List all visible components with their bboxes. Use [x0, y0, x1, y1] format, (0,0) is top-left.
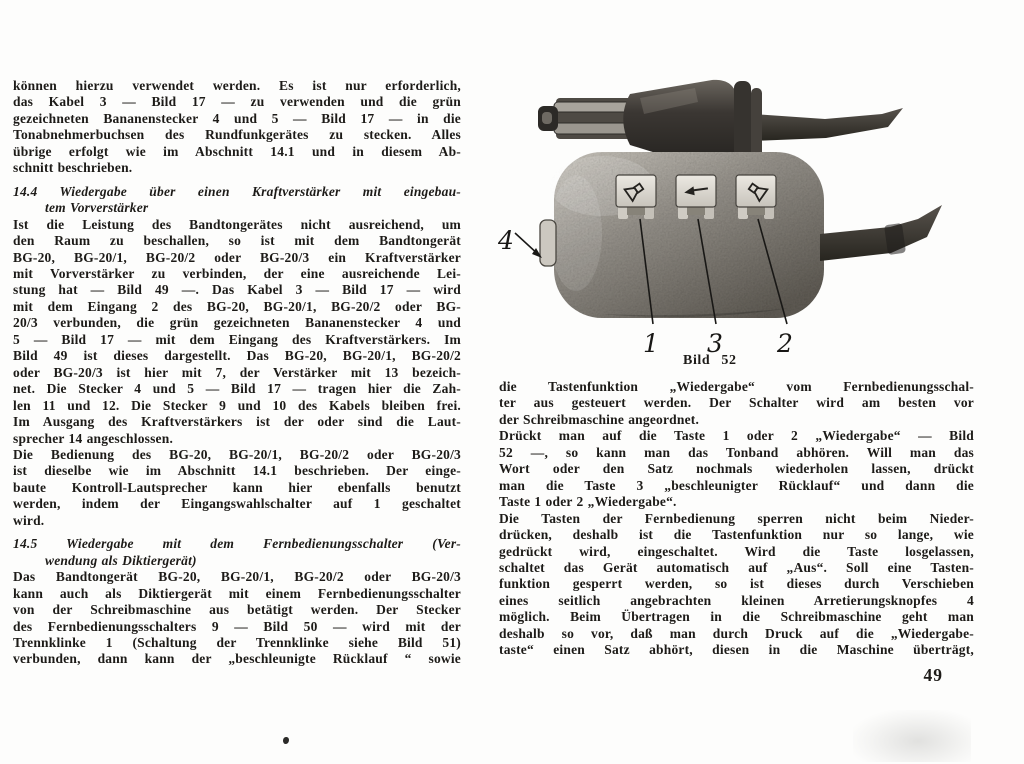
plug-prong — [554, 102, 632, 112]
lock-knob — [540, 220, 556, 266]
figure-remote-control — [490, 68, 1010, 368]
paragraph-tasten-sperren — [499, 511, 974, 659]
text-line: BG-20, BG-20/1, BG-20/2 oder BG-20/3 ein Kraftverstärker — [13, 249, 461, 265]
text-line: oder BG-20/3 ist hier mit 7, der Verstärker mit 13 bezeich- — [13, 364, 461, 380]
text-line: den Raum zu beschallen, so ist mit dem Bandtongerät — [13, 233, 461, 249]
text-line: wendung als Diktiergerät) — [45, 552, 197, 568]
paragraph-14-4-b — [13, 447, 461, 529]
body-cable — [820, 205, 942, 261]
paragraph-14-4-a — [13, 217, 461, 447]
figure-label-2: 2 — [777, 329, 793, 358]
ink-spot — [283, 737, 289, 744]
page-number: 49 — [923, 665, 943, 685]
text-line: schaltet das Gerät automatisch auf „Aus“. Soll eine Tasten- — [499, 559, 974, 575]
text-line: möglich. Beim Übertragen in die Schreibmaschine geht man — [499, 609, 974, 625]
text-line: 14.4 Wiedergabe über einen Kraftverstärker mit eingebau- — [13, 183, 461, 199]
text-line: Die Tasten der Fernbedienung sperren nicht beim Nieder- — [499, 510, 974, 526]
text-line: Trennklinke 1 (Schaltung der Trennklinke siehe Bild 51) — [13, 634, 461, 650]
text-line: taste“ einen Satz abhört, diesen in die Maschine überträgt, — [499, 642, 974, 658]
text-line: Drückt man auf die Taste 1 oder 2 „Wiedergabe“ — Bild — [499, 428, 974, 444]
text-line: das Kabel 3 — Bild 17 — zu verwenden und die grün — [13, 94, 461, 110]
paragraph-tastenfunktion — [499, 379, 974, 428]
paragraph-intro — [13, 78, 461, 177]
key-1-play — [616, 175, 656, 219]
text-line: Tonabnehmerbuchsen des Rundfunkgerätes zu stecken. Alles — [13, 127, 461, 143]
text-line: mit Vorverstärker zu verbinden, der eine ausreichende Lei- — [13, 265, 461, 281]
plug-cable — [752, 108, 903, 141]
text-line: 5 — Bild 17 — mit dem Eingang des Kraftverstärkers. Im — [13, 331, 461, 347]
section-heading-14-4 — [13, 184, 461, 217]
key-2-play — [736, 175, 776, 219]
text-line: von der Schreibmaschine aus betätigt werden. Der Stecker — [13, 602, 461, 618]
text-line: drücken, deshalb ist die Tastenfunktion nur so lange, wie — [499, 527, 974, 543]
figure-label-3: 3 — [707, 329, 723, 358]
text-line: gezeichneten Bananenstecker 4 und 5 — Bild 17 — in die — [13, 110, 461, 126]
left-column — [13, 78, 461, 668]
section-heading-14-5 — [13, 536, 461, 569]
text-line: kann auch als Diktiergerät mit einem Fernbedienungsschalter — [13, 585, 461, 601]
key-3-rewind — [676, 175, 716, 219]
text-line: Ist die Leistung des Bandtongerätes nicht ausreichend, um — [13, 216, 461, 232]
text-line: ter aus gesteuert werden. Der Schalter wird am besten vor — [499, 395, 974, 411]
paragraph-taste-druecken — [499, 428, 974, 510]
text-line: funktion gesperrt werden, so ist dieses durch Verschieben — [499, 576, 974, 592]
text-line: ist dieselbe wie im Abschnitt 14.1 beschrieben. Der einge- — [13, 463, 461, 479]
text-line: übrige erfolgt wie im Abschnitt 14.1 und in diesem Ab- — [13, 143, 461, 159]
text-line: tem Vorverstärker — [45, 200, 149, 216]
figure-label-1: 1 — [643, 329, 659, 358]
text-line: Im Ausgang des Kraftverstärkers ist der oder sind die Laut- — [13, 414, 461, 430]
scan-smudge — [853, 710, 971, 762]
text-line: Wort oder den Satz nochmals wiederholen lassen, drückt — [499, 461, 974, 477]
text-line: schnitt beschrieben. — [13, 160, 133, 176]
text-line: deshalb so vor, daß man durch Druck auf die „Wiedergabe- — [499, 625, 974, 641]
text-line: Die Bedienung des BG-20, BG-20/1, BG-20/2 oder BG-20/3 — [13, 446, 461, 462]
plug-prong — [554, 123, 632, 134]
text-line: net. Die Stecker 4 und 5 — Bild 17 — tragen hier die Zah- — [13, 381, 461, 397]
text-line: man die Taste 3 „beschleunigter Rücklauf“ und dann die — [499, 477, 974, 493]
figure-caption: Bild 52 — [683, 353, 737, 368]
text-line: sprecher 14 angeschlossen. — [13, 430, 174, 446]
text-line: 20/3 verbunden, die grün gezeichneten Bananenstecker 4 und — [13, 315, 461, 331]
text-line: 14.5 Wiedergabe mit dem Fernbedienungsschalter (Ver- — [13, 536, 461, 552]
text-line: wird. — [13, 512, 45, 528]
text-line: der Schreibmaschine angeordnet. — [499, 411, 700, 427]
text-line: die Tastenfunktion „Wiedergabe“ vom Fernbedienungsschal- — [499, 379, 974, 394]
right-column — [499, 379, 974, 659]
text-line: len 11 und 12. Die Stecker 9 und 10 des Kabels bleiben frei. — [13, 397, 461, 413]
paragraph-14-5 — [13, 569, 461, 668]
text-line: stung hat — Bild 49 —. Das Kabel 3 — Bild 17 — wird — [13, 282, 461, 298]
text-line: mit dem Eingang 2 des BG-20, BG-20/1, BG-20/2 oder BG- — [13, 298, 461, 314]
text-line: des Fernbedienungsschalters 9 — Bild 50 — wird mit der — [13, 618, 461, 634]
text-line: gedrückt wird, eingeschaltet. Wird die Taste losgelassen, — [499, 543, 974, 559]
text-line: baute Kontroll-Lautsprecher kann hier ebenfalls benutzt — [13, 479, 461, 495]
text-line: Das Bandtongerät BG-20, BG-20/1, BG-20/2 oder BG-20/3 — [13, 569, 461, 585]
text-line: Taste 1 oder 2 „Wiedergabe“. — [499, 494, 677, 510]
figure-label-4: 4 — [498, 226, 514, 255]
text-line: können hierzu verwendet werden. Es ist nur erforderlich, — [13, 78, 461, 93]
text-line: Bild 49 ist dieses dargestellt. Das BG-20, BG-20/1, BG-20/2 — [13, 348, 461, 364]
text-line: werden, indem der Eingangswahlschalter auf 1 geschaltet — [13, 496, 461, 512]
text-line: 52 —, so kann man das Tonband abhören. Will man das — [499, 444, 974, 460]
text-line: eines seitlich angebrachten kleinen Arretierungsknopfes 4 — [499, 592, 974, 608]
text-line: verbunden, dann kann der „beschleunigte Rücklauf “ sowie — [13, 651, 461, 667]
